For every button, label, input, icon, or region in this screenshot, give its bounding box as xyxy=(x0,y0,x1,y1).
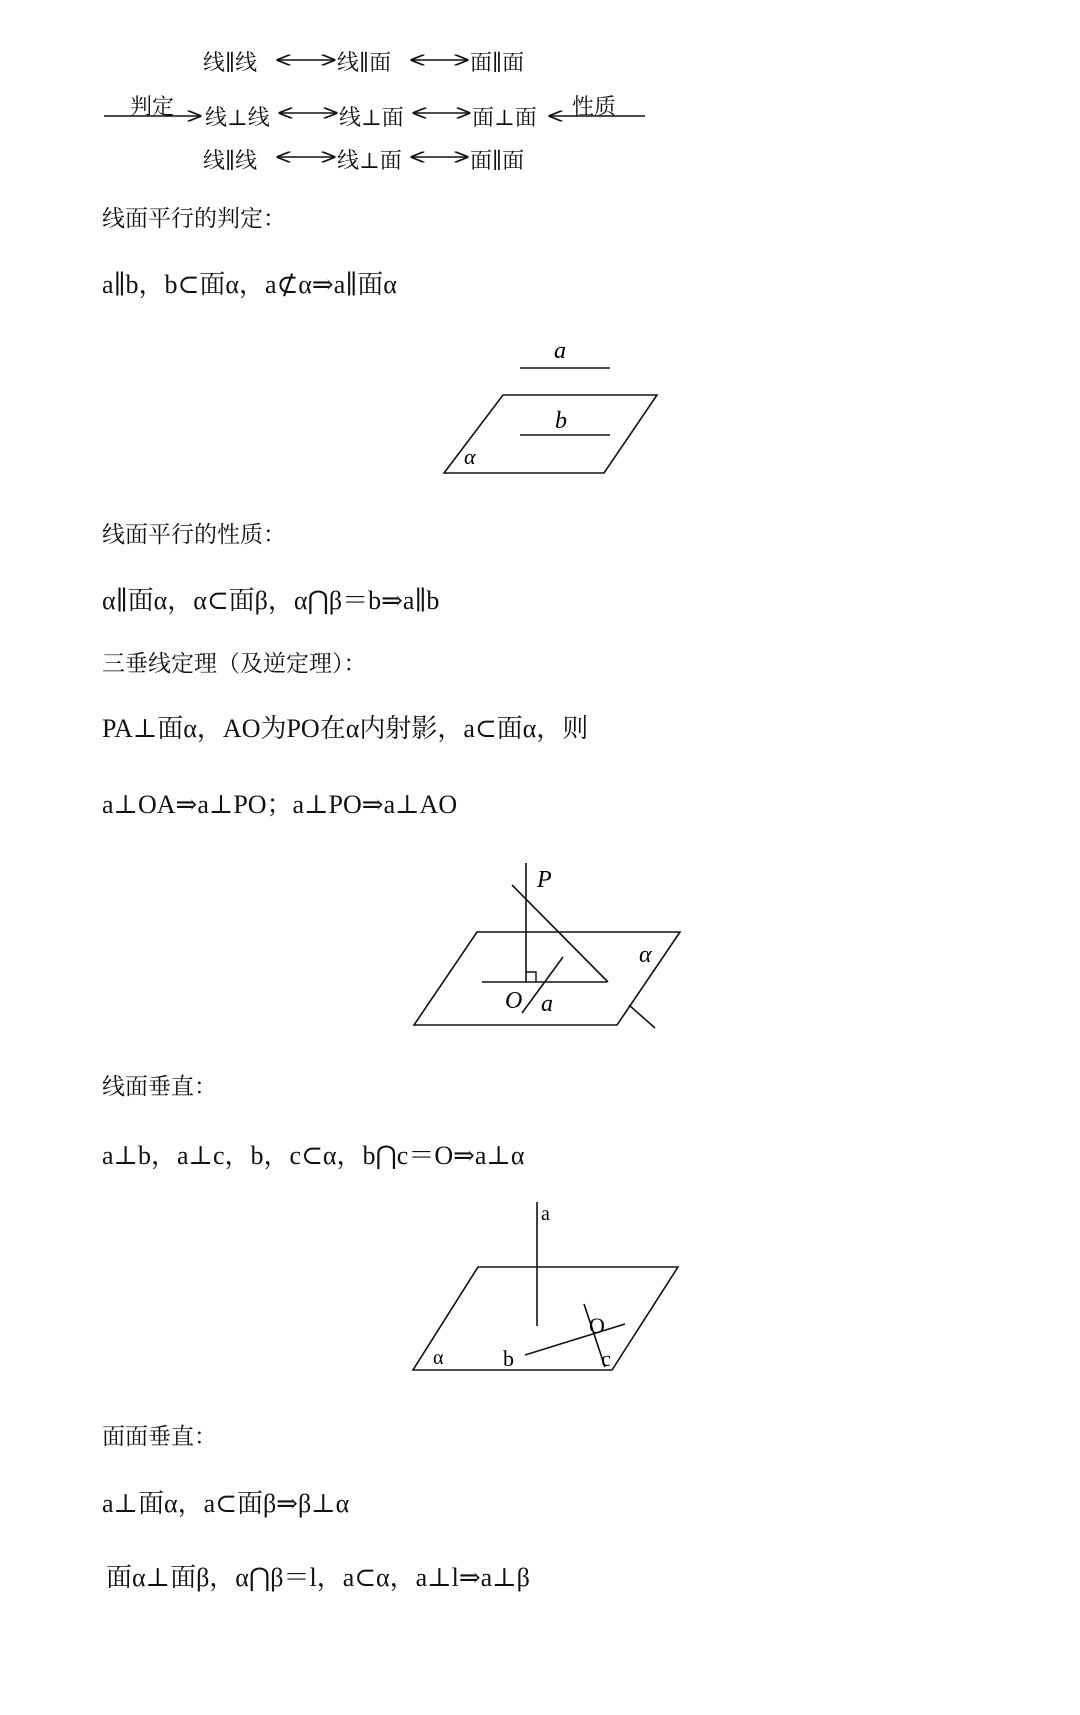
label-O: O xyxy=(505,988,523,1014)
row1-item3: 面∥面 xyxy=(470,50,525,75)
row3-item3: 面∥面 xyxy=(470,148,525,173)
label-alpha: α xyxy=(433,1347,444,1369)
row2-item2: 线⊥面 xyxy=(339,105,404,130)
formula-line-plane-parallel-criterion: a∥b，b⊂面α，a⊄α⇒a∥面α xyxy=(102,270,397,299)
row1-item2: 线∥面 xyxy=(337,50,392,75)
relation-arrows xyxy=(0,0,1080,200)
row3-item1: 线∥线 xyxy=(203,148,258,173)
formula-line-plane-parallel-property: α∥面α，α⊂面β，α⋂β＝b⇒a∥b xyxy=(102,586,440,615)
right-angle-mark xyxy=(526,972,536,982)
formula-three-perpendiculars-1: PA⊥面α，AO为PO在α内射影，a⊂面α，则 xyxy=(102,714,589,743)
row2-item1: 线⊥线 xyxy=(205,105,270,130)
formula-three-perpendiculars-2: a⊥OA⇒a⊥PO；a⊥PO⇒a⊥AO xyxy=(102,790,458,819)
row1-item1: 线∥线 xyxy=(203,50,258,75)
line-edge-tick xyxy=(629,1005,655,1028)
label-a: a xyxy=(554,338,566,364)
figure-line-plane-perpendicular xyxy=(0,1190,1080,1390)
label-alpha: α xyxy=(464,444,476,469)
label-b: b xyxy=(503,1346,514,1371)
heading-line-plane-perpendicular: 线面垂直： xyxy=(102,1074,217,1099)
heading-line-plane-parallel-property: 线面平行的性质： xyxy=(102,522,286,547)
formula-line-plane-perpendicular: a⊥b，a⊥c，b，c⊂α，b⋂c＝O⇒a⊥α xyxy=(102,1141,525,1170)
label-P: P xyxy=(537,867,552,893)
figure-three-perpendiculars xyxy=(0,855,1080,1055)
label-a: a xyxy=(541,991,553,1017)
heading-line-plane-parallel-criterion: 线面平行的判定： xyxy=(102,206,286,231)
formula-plane-plane-perpendicular-2: 面α⊥面β，α⋂β＝l，a⊂α，a⊥l⇒a⊥β xyxy=(106,1563,530,1592)
plane-alpha xyxy=(444,395,657,473)
property-label: 性质 xyxy=(572,94,617,119)
figure-parallel-criterion xyxy=(0,325,1080,485)
plane-alpha xyxy=(413,1267,678,1370)
row3-item2: 线⊥面 xyxy=(337,148,402,173)
label-a: a xyxy=(541,1203,550,1225)
label-alpha: α xyxy=(639,942,652,968)
label-O: O xyxy=(589,1313,605,1338)
judgement-label: 判定 xyxy=(130,94,175,119)
heading-plane-plane-perpendicular: 面面垂直： xyxy=(102,1424,217,1449)
label-c: c xyxy=(601,1346,611,1371)
heading-three-perpendiculars: 三垂线定理（及逆定理）： xyxy=(102,651,367,676)
formula-plane-plane-perpendicular-1: a⊥面α，a⊂面β⇒β⊥α xyxy=(102,1489,350,1518)
label-b: b xyxy=(555,408,567,434)
row2-item3: 面⊥面 xyxy=(472,105,537,130)
